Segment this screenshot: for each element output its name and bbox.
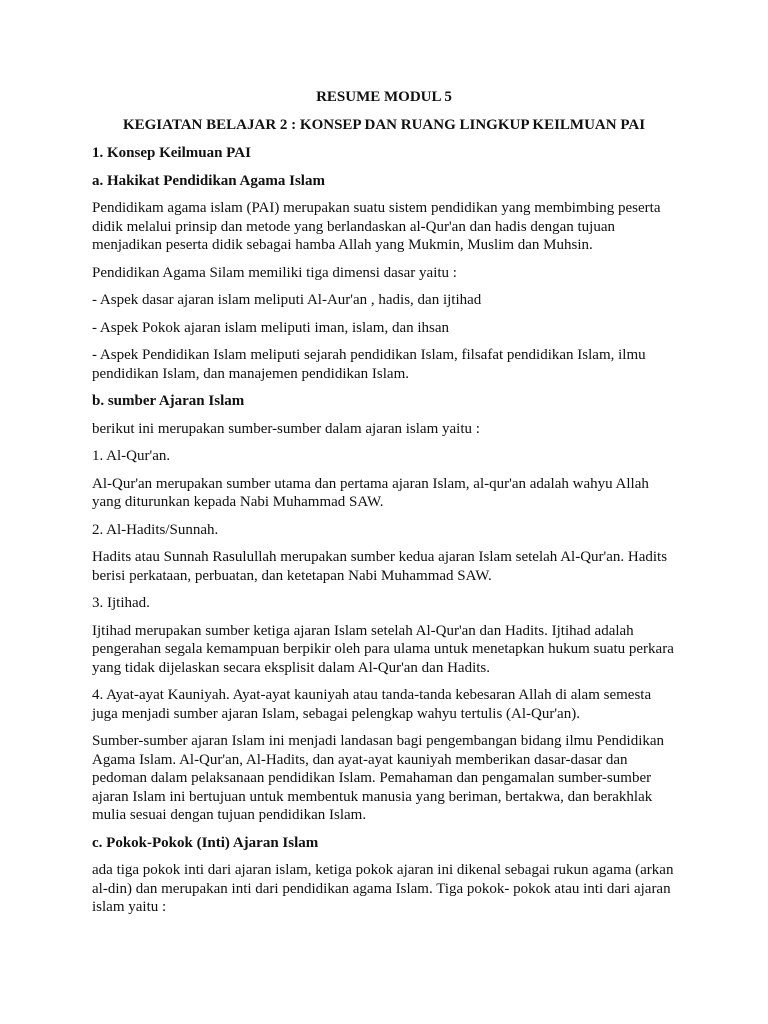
section-heading-konsep: 1. Konsep Keilmuan PAI: [92, 145, 251, 161]
paragraph: ada tiga pokok inti dari ajaran islam, ketiga pokok ajaran ini dikenal sebagai rukun agama (arkan al-din) dan merupakan inti dari pendidikan agama Islam. Tiga pokok- pokok atau inti dari ajaran islam yaitu :: [92, 862, 674, 915]
paragraph: 4. Ayat-ayat Kauniyah. Ayat-ayat kauniyah atau tanda-tanda kebesaran Allah di alam semesta juga menjadi sumber ajaran Islam, sebagai pelengkap wahyu tertulis (Al-Qur'an).: [92, 687, 652, 722]
paragraph: berikut ini merupakan sumber-sumber dalam ajaran islam yaitu :: [92, 420, 480, 437]
document-title: RESUME MODUL 5: [316, 89, 452, 105]
paragraph: Ijtihad merupakan sumber ketiga ajaran Islam setelah Al-Qur'an dan Hadits. Ijtihad adalah pengerahan segala kemampuan berpikir oleh para ulama untuk menetapkan hukum suatu perkara yang tidak dijelaskan secara eksplisit dalam Al-Qur'an dan Hadits.: [92, 622, 674, 676]
document-subtitle: KEGIATAN BELAJAR 2 : KONSEP DAN RUANG LINGKUP KEILMUAN PAI: [122, 116, 646, 133]
list-item: - Aspek dasar ajaran islam meliputi Al-Aur'an , hadis, dan ijtihad: [92, 292, 482, 308]
subsection-heading-sumber: b. sumber Ajaran Islam: [92, 393, 245, 409]
list-item: - Aspek Pendidikan Islam meliputi sejarah pendidikan Islam, filsafat pendidikan Islam, ilmu pendidikan Islam, dan manajemen pendidikan Islam.: [92, 347, 646, 382]
source-title: 2. Al-Hadits/Sunnah.: [92, 521, 219, 538]
subsection-heading-pokok: c. Pokok-Pokok (Inti) Ajaran Islam: [92, 834, 319, 851]
subsection-heading-hakikat: a. Hakikat Pendidikan Agama Islam: [92, 172, 325, 189]
source-title: 3. Ijtihad.: [92, 595, 150, 611]
paragraph: Sumber-sumber ajaran Islam ini menjadi landasan bagi pengembangan bidang ilmu Pendidikan Agama Islam. Al-Qur'an, Al-Hadits, dan ayat-ayat kauniyah memberikan dasar-dasar dan pedoman dalam pelaksanaan pendidikan Islam. Pemahaman dan pengamalan sumber-sumber ajaran Islam ini bertujuan untuk membentuk manusia yang beriman, bertakwa, dan berakhlak mulia sesuai dengan tujuan pendidikan Islam.: [92, 733, 665, 823]
source-title: 1. Al-Qur'an.: [92, 448, 171, 464]
paragraph: Pendidikam agama islam (PAI) merupakan suatu sistem pendidikan yang membimbing peserta didik melalui prinsip dan metode yang berlandaskan al-Qur'an dan hadis dengan tujuan menjadikan peserta didik sebagai hamba Allah yang Mukmin, Muslim dan Muhsin.: [92, 200, 661, 253]
paragraph: Al-Qur'an merupakan sumber utama dan pertama ajaran Islam, al-qur'an adalah wahyu Allah yang diturunkan kepada Nabi Muhammad SAW.: [92, 475, 649, 510]
paragraph: Hadits atau Sunnah Rasulullah merupakan sumber kedua ajaran Islam setelah Al-Qur'an. Hadits berisi perkataan, perbuatan, dan ketetapan Nabi Muhammad SAW.: [92, 549, 668, 584]
list-item: - Aspek Pokok ajaran islam meliputi iman, islam, dan ihsan: [92, 319, 450, 336]
paragraph: Pendidikan Agama Silam memiliki tiga dimensi dasar yaitu :: [92, 264, 457, 281]
